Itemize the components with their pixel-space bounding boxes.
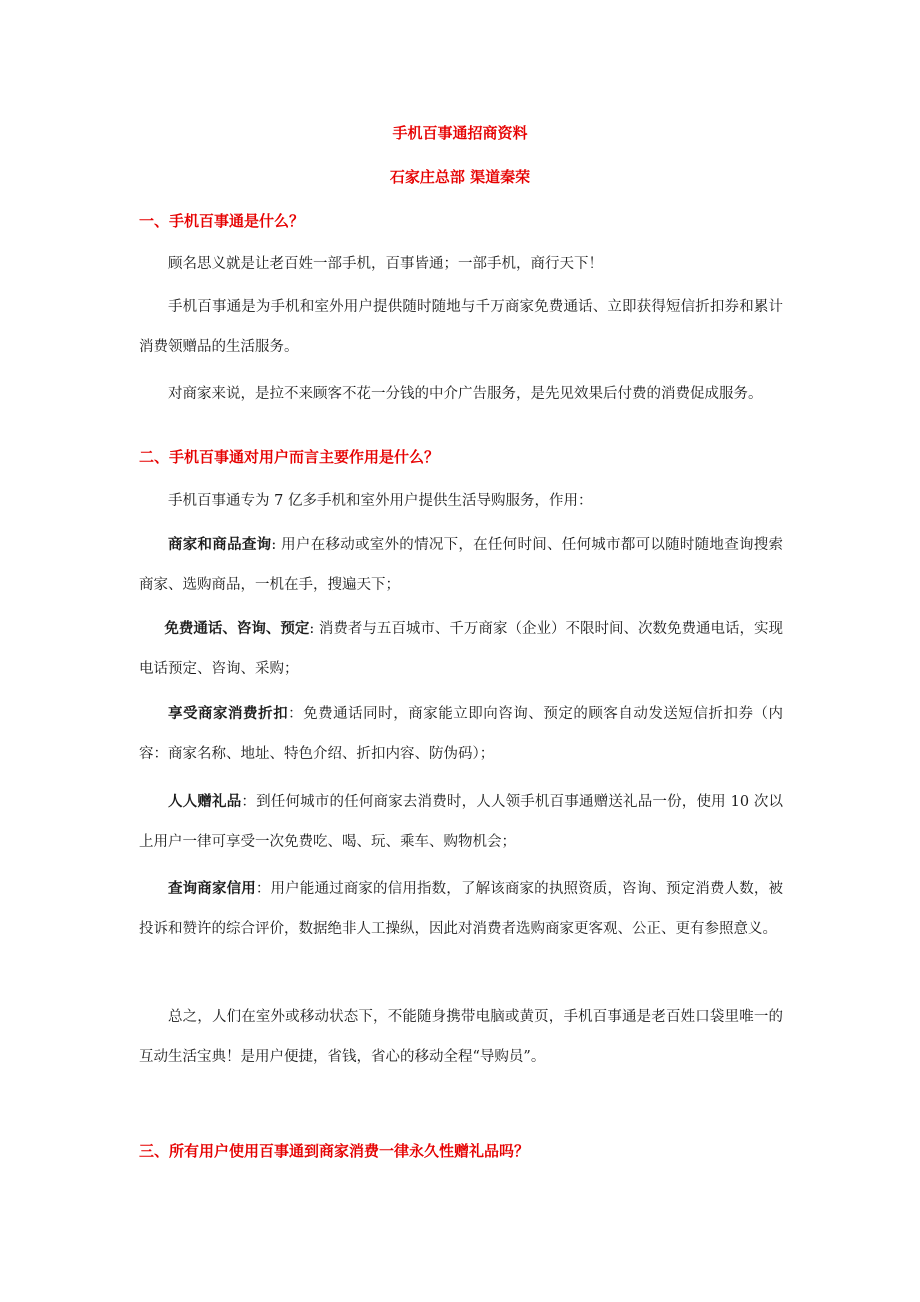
item-5-lead: 查询商家信用: [168, 881, 256, 897]
item-4-lead: 人人赠礼品: [168, 794, 242, 810]
section-1-paragraph-1: 顾名思义就是让老百姓一部手机，百事皆通；一部手机，商行天下！: [168, 256, 603, 272]
section-1-paragraph-2: 手机百事通是为手机和室外用户提供随时随地与千万商家免费通话、立即获得短信折扣券和累计消费领赠品的生活服务。: [139, 299, 783, 355]
section-1-paragraph-3: 对商家来说，是拉不来顾客不花一分钱的中介广告服务，是先见效果后付费的消费促成服务。: [168, 386, 763, 402]
item-2-text: : 消费者与五百城市、千万商家（企业）不限时间、次数免费通电话，实现电话预定、咨询、采购；: [139, 621, 783, 677]
item-4-text: ：到任何城市的任何商家去消费时，人人领手机百事通赠送礼品一份，使用 10 次以上用户一律可享受一次免费吃、喝、玩、乘车、购物机会；: [139, 794, 784, 850]
item-2-lead: 免费通话、咨询、预定: [164, 621, 310, 637]
document-title: 手机百事通招商资料: [392, 124, 528, 142]
section-2-item-1: [139, 525, 783, 605]
section-2-item-3: [139, 694, 783, 774]
section-2-item-5: [139, 869, 783, 949]
section-2-summary: 总之，人们在室外或移动状态下，不能随身携带电脑或黄页，手机百事通是老百姓口袋里唯一的互动生活宝典！是用户便捷，省钱，省心的移动全程“导购员”。: [139, 1009, 783, 1065]
section-3-heading: 三、所有用户使用百事通到商家消费一律永久性赠礼品吗？: [139, 1142, 530, 1160]
section-2-item-4: [139, 782, 783, 862]
item-1-text: : 用户在移动或室外的情况下，在任何时间、任何城市都可以随时随地查询搜索商家、选购商品，一机在手，搜遍天下；: [139, 537, 784, 593]
document-subtitle: 石家庄总部 渠道秦荣: [389, 168, 531, 186]
item-1-lead: 商家和商品查询: [168, 537, 272, 553]
section-2-item-2: [139, 609, 783, 689]
section-2-intro: 手机百事通专为 7 亿多手机和室外用户提供生活导购服务，作用：: [168, 493, 593, 509]
item-3-lead: 享受商家消费折扣: [168, 706, 289, 722]
item-3-text: ：免费通话同时，商家能立即向咨询、预定的顾客自动发送短信折扣券（内容：商家名称、地址、特色介绍、折扣内容、防伪码）；: [139, 706, 784, 762]
section-2-heading: 二、手机百事通对用户而言主要作用是什么？: [139, 448, 440, 466]
section-1-heading: 一、手机百事通是什么？: [139, 212, 305, 230]
item-5-text: ：用户能通过商家的信用指数，了解该商家的执照资质，咨询、预定消费人数，被投诉和赞许的综合评价，数据绝非人工操纵，因此对消费者选购商家更客观、公正、更有参照意义。: [139, 881, 784, 937]
